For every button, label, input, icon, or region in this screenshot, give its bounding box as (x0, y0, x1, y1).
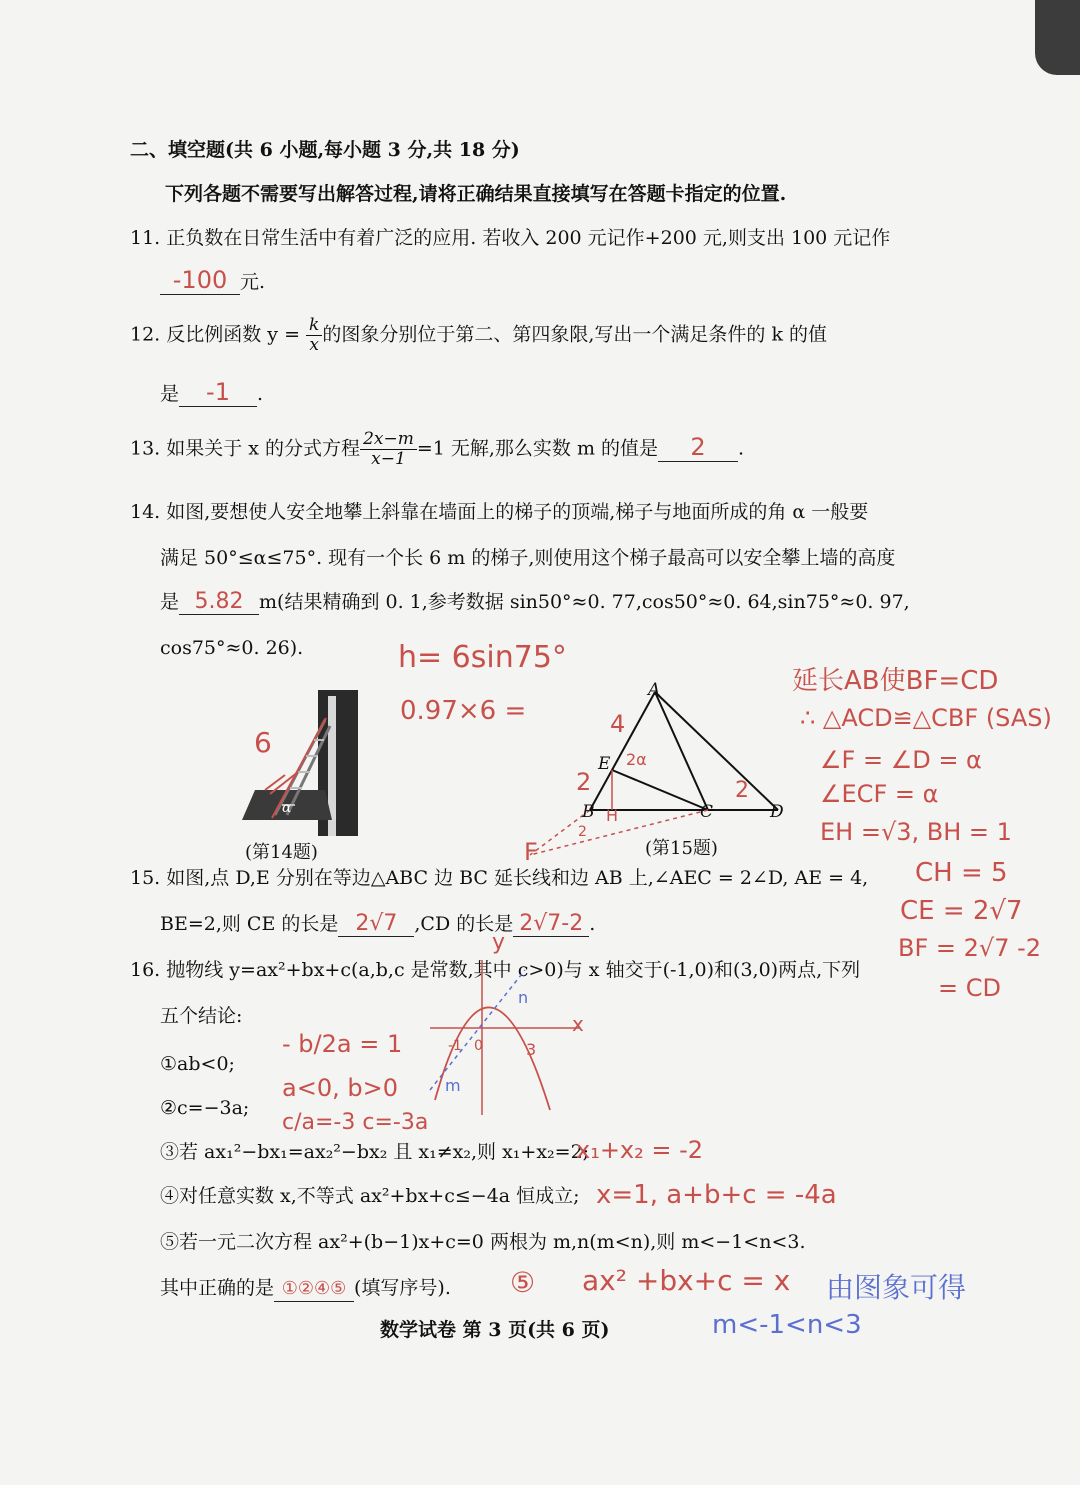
q14-work2: 0.97×6 = (400, 696, 527, 726)
q16-answer-blank (274, 1276, 354, 1302)
q15-note-7: CE = 2√7 (900, 896, 1023, 926)
q15-label-c: C (700, 802, 714, 822)
q14-work1: h= 6sin75° (398, 640, 567, 675)
q14-line1: 14. 如图,要想使人安全地攀上斜靠在墙面上的梯子的顶端,梯子与地面所成的角 α 一般要 (130, 501, 869, 523)
section-instruction: 下列各题不需要写出解答过程,请将正确结果直接填写在答题卡指定的位置. (165, 183, 787, 205)
q15-mark-be: 2 (576, 768, 592, 796)
q15-note-3: ∠F = ∠D = α (820, 746, 982, 774)
q16-work-item5-note: 由图象可得 (826, 1271, 967, 1304)
q15-note-6: CH = 5 (915, 858, 1008, 888)
q16-work-item5-circle: ⑤ (510, 1266, 536, 1299)
q15-mark-angle-e: 2α (626, 750, 647, 769)
q12-suffix: 的图象分别位于第二、第四象限,写出一个满足条件的 k 的值 (322, 323, 827, 346)
q16-line2: 五个结论: (160, 1005, 243, 1027)
q15-line2-prefix: BE=2,则 CE 的长是 (160, 913, 339, 935)
q15-label-d: D (770, 802, 784, 822)
q15-mark-angle-b: 2 (578, 824, 587, 840)
q13-answer-blank (658, 432, 738, 462)
q15-mark-ae: 4 (610, 710, 626, 738)
section-heading: 二、填空题(共 6 小题,每小题 3 分,共 18 分) (130, 139, 520, 161)
q16-work-item5-eq: ax² +bx+c = x (582, 1264, 791, 1297)
q14-answer: 5.82 (194, 589, 244, 614)
q14-alpha-label: α (282, 800, 292, 816)
q14-answer-blank (179, 590, 259, 615)
q11-suffix: 元. (240, 271, 266, 293)
q16-work-item3: x₁+x₂ = -2 (576, 1136, 704, 1164)
q15-answer-ce: 2√7 (355, 911, 398, 936)
q15-line2-end: . (589, 913, 596, 935)
q15-label-h: H (606, 806, 619, 825)
q15-cd-blank (513, 912, 589, 937)
q12-prefix: 12. 反比例函数 y = (130, 323, 300, 346)
q15-line2 (160, 912, 595, 937)
q11-line2 (160, 268, 265, 295)
q16-graph-y: y (492, 930, 506, 955)
page-footer: 数学试卷 第 3 页(共 6 页) (380, 1319, 610, 1341)
q15-note-4: ∠ECF = α (820, 780, 939, 808)
q15-label-a: A (648, 680, 661, 700)
q15-note-9: = CD (938, 974, 1001, 1002)
q14-caption: (第14题) (245, 842, 318, 863)
q14-hw-label: 6 (254, 726, 272, 759)
q16-graph-x: x (572, 1012, 584, 1036)
q12-fraction (306, 316, 322, 355)
q13-prefix: 13. 如果关于 x 的分式方程 (130, 437, 361, 460)
q16-item-1: ①ab<0; (160, 1053, 235, 1075)
q16-work-signs: a<0, b>0 (282, 1074, 398, 1102)
q16-item-3: ③若 ax₁²−bx₁=ax₂²−bx₂ 且 x₁≠x₂,则 x₁+x₂=2; (160, 1141, 590, 1163)
q16-graph-3: 3 (526, 1040, 537, 1059)
q15-note-1: 延长AB使BF=CD (792, 666, 999, 696)
phone-overlay-corner (1035, 0, 1080, 75)
q15-note-2: ∴ △ACD≌△CBF (SAS) (800, 704, 1052, 732)
q13-suffix: =1 无解,那么实数 m 的值是 (416, 437, 659, 460)
q13-fraction (360, 430, 417, 469)
q13-line (130, 430, 744, 469)
q14-line3-prefix: 是 (160, 591, 180, 613)
q14-line2: 满足 50°≤α≤75°. 现有一个长 6 m 的梯子,则使用这个梯子最高可以安全攀上墙的高度 (160, 547, 896, 569)
q14-pen-line (265, 775, 285, 790)
q13-frac-den: x−1 (371, 449, 406, 469)
q16-graph-0: 0 (474, 1038, 483, 1054)
q16-line1: 16. 抛物线 y=ax²+bx+c(a,b,c 是常数,其中 c>0)与 x 轴交于(-1,0)和(3,0)两点,下列 (130, 959, 861, 981)
q13-answer: 2 (690, 432, 706, 461)
q14-figure (240, 690, 360, 840)
q12-line1 (130, 316, 827, 355)
q16-item-2: ②c=−3a; (160, 1097, 250, 1119)
q12-line2-prefix: 是 (160, 383, 180, 405)
q16-final-prefix: 其中正确的是 (160, 1277, 275, 1299)
q16-work-item5-result: m<-1<n<3 (712, 1310, 862, 1340)
q14-line3 (160, 590, 910, 615)
q11-answer: -100 (172, 266, 228, 294)
q15-label-e: E (598, 754, 611, 774)
q11-answer-blank (160, 268, 240, 295)
q15-line2-mid: ,CD 的长是 (414, 913, 514, 935)
q15-line-ad (655, 692, 778, 810)
q15-ce-blank (338, 912, 414, 937)
q16-graph-neg1: -1 (448, 1038, 462, 1054)
q12-frac-num: k (306, 316, 322, 336)
q13-frac-num: 2x−m (360, 430, 417, 450)
q12-answer-blank (179, 380, 257, 407)
q15-note-8: BF = 2√7 -2 (898, 934, 1042, 962)
q12-frac-den: x (309, 335, 319, 355)
q15-caption: (第15题) (645, 838, 718, 859)
q16-work-c: c/a=-3 c=-3a (282, 1110, 429, 1135)
q16-final (160, 1276, 451, 1302)
q16-graph-n: n (518, 988, 529, 1007)
q16-work-axis: - b/2a = 1 (282, 1030, 403, 1058)
q16-final-suffix: (填写序号). (354, 1277, 451, 1299)
q14-line4: cos75°≈0. 26). (160, 637, 304, 659)
q16-item-5: ⑤若一元二次方程 ax²+(b−1)x+c=0 两根为 m,n(m<n),则 m<−1<n<3. (160, 1231, 806, 1253)
q16-answer: ①②④⑤ (281, 1278, 347, 1299)
q16-work-item4: x=1, a+b+c = -4a (596, 1180, 837, 1210)
q16-item-4: ④对任意实数 x,不等式 ax²+bx+c≤−4a 恒成立; (160, 1185, 580, 1207)
q15-line1: 15. 如图,点 D,E 分别在等边△ABC 边 BC 延长线和边 AB 上,∠AEC = 2∠D, AE = 4, (130, 867, 869, 889)
q11-line1: 11. 正负数在日常生活中有着广泛的应用. 若收入 200 元记作+200 元,则支出 100 元记作 (130, 227, 891, 249)
q15-mark-angle-d: 2 (735, 778, 749, 803)
q12-answer: -1 (206, 378, 230, 406)
q14-line3-suffix: m(结果精确到 0. 1,参考数据 sin50°≈0. 77,cos50°≈0. 64,sin75°≈0. 97, (259, 591, 910, 613)
q15-note-5: EH =√3, BH = 1 (820, 818, 1012, 846)
q12-line2 (160, 380, 263, 407)
q12-line2-suffix: . (257, 383, 264, 405)
q13-end: . (738, 437, 745, 460)
q15-answer-cd: 2√7-2 (519, 911, 584, 936)
q15-label-f: F (524, 838, 538, 866)
q15-label-b: B (582, 802, 595, 822)
q16-graph-m: m (445, 1076, 461, 1095)
